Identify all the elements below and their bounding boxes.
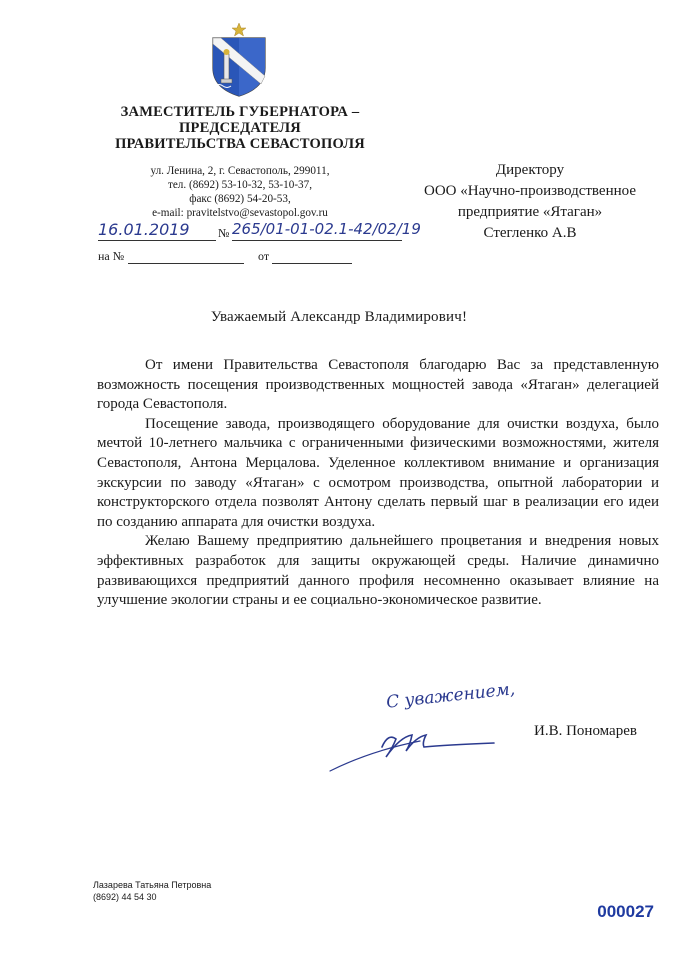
number-underline <box>232 240 402 241</box>
sender-title-line1: ЗАМЕСТИТЕЛЬ ГУБЕРНАТОРА – <box>120 104 360 120</box>
document-serial-number: 000027 <box>597 902 654 921</box>
body-paragraph-2: Посещение завода, производящего оборудование для очистки воздуха, было мечтой 10-летнего мальчика с ограниченными физическими возможностями, жителя Севастополя, Антона Мерцалова. Уделенное коллективом внимание и организация экскурсии по заводу «Ятаган» с осмотром производства, опытной лаборатории и конструкторского отдела позволят Антону сделать первый шаг в реализации его идеи по созданию аппарата для очистки воздуха. <box>97 415 659 530</box>
recipient-company-name: предприятие «Ятаган» <box>457 204 603 220</box>
executor-phone: (8692) 44 54 30 <box>93 892 157 902</box>
sender-email: e-mail: pravitelstvo@sevastopol.gov.ru <box>152 207 328 219</box>
sender-title-line2: ПРЕДСЕДАТЕЛЯ <box>179 120 301 136</box>
executor-name: Лазарева Татьяна Петровна <box>93 880 212 890</box>
signatory-name: И.В. Пономарев <box>534 723 637 739</box>
handwritten-regards: С уважением, <box>385 679 517 713</box>
letter-number: 265/01-01-02.1-42/02/19 <box>232 220 421 238</box>
number-sign: № <box>218 226 230 240</box>
recipient-company: ООО «Научно-производственное <box>424 183 636 199</box>
salutation: Уважаемый Александр Владимирович! <box>210 309 468 325</box>
letter-date: 16.01.2019 <box>98 220 190 239</box>
reference-underline <box>128 263 244 264</box>
recipient-name: Стегленко А.В <box>483 225 577 241</box>
from-underline <box>272 263 352 264</box>
sender-fax: факс (8692) 54-20-53, <box>189 193 291 205</box>
date-underline <box>98 240 216 241</box>
recipient-position: Директору <box>495 162 565 178</box>
sender-phone: тел. (8692) 53-10-32, 53-10-37, <box>167 179 313 191</box>
reference-label: на № <box>98 249 125 263</box>
body-paragraph-1: От имени Правительства Севастополя благодарю Вас за представленную возможность посещения производственных мощностей завода «Ятаган» делегацией города Севастополя. <box>97 357 659 413</box>
sevastopol-coat-of-arms-icon <box>207 22 271 98</box>
body-paragraph-3: Желаю Вашему предприятию дальнейшего процветания и внедрения новых эффективных разработок для защиты окружающей среды. Наличие динамично развивающихся предприятий данного профиля несомненно оказывает влияние на улучшение экологии страны и ее социально-экономическое развитие. <box>97 533 659 609</box>
letter-body <box>97 356 659 611</box>
sender-address: ул. Ленина, 2, г. Севастополь, 299011, <box>150 165 330 177</box>
from-label: от <box>258 249 270 263</box>
sender-title-line3: ПРАВИТЕЛЬСТВА СЕВАСТОПОЛЯ <box>115 136 365 152</box>
handwritten-signature-icon <box>320 705 540 775</box>
